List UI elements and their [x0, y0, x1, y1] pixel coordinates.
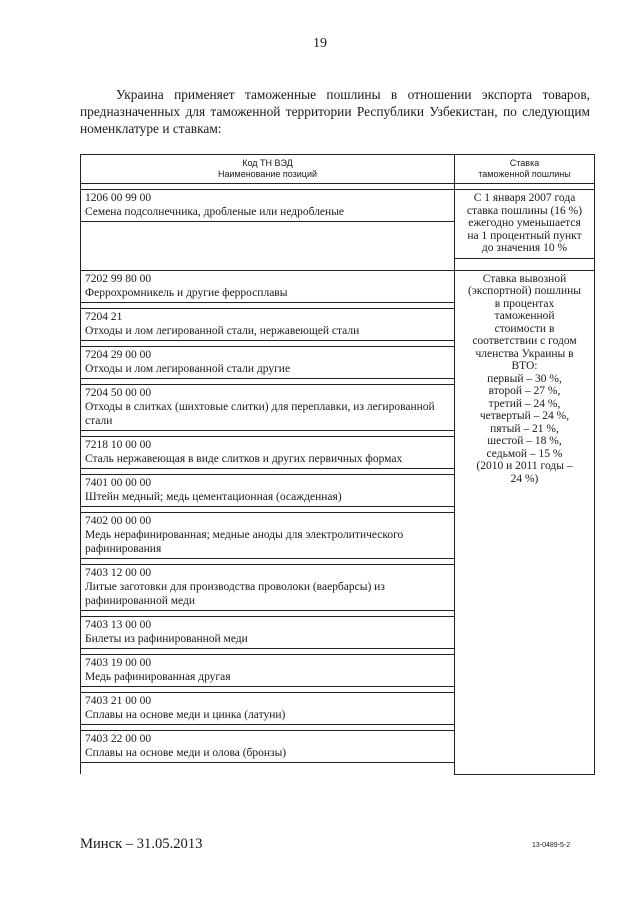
hs-code: 7218 10 00 00: [85, 438, 152, 451]
table-row: [81, 436, 454, 469]
rate-line: (экспортной) пошлины: [468, 285, 581, 297]
rate-line: шестой – 18 %,: [487, 435, 562, 447]
rate-line: пятый – 21 %,: [490, 422, 559, 435]
page-number: 19: [313, 36, 327, 51]
rate-line: ставка пошлины (16 %): [466, 204, 583, 217]
header-rate-line2: таможенной пошлины: [478, 169, 571, 179]
table-row: [81, 616, 454, 649]
table-row: [81, 384, 454, 431]
hs-code: 7204 50 00 00: [85, 386, 152, 399]
rate-line: третий – 24 %,: [488, 397, 561, 410]
group2-codes: [81, 264, 455, 775]
hs-code: 7403 19 00 00: [85, 656, 152, 669]
rate-line: Ставка вывозной: [482, 272, 567, 285]
item-name: Билеты из рафинированной меди: [85, 632, 248, 645]
hs-code: 7402 00 00 00: [85, 514, 152, 527]
table-row: [81, 474, 454, 507]
item-name: Сплавы на основе меди и олова (бронзы): [85, 746, 287, 759]
item-name: Штейн медный; медь цементационная (осажденная): [85, 490, 342, 503]
table-header-row: [81, 155, 595, 184]
rate-line: членства Украины в: [475, 347, 574, 360]
header-code-line2: Наименование позиций: [217, 169, 318, 179]
item-name: Семена подсолнечника, дробленые или недробленые: [85, 206, 345, 218]
rate-line: в процентах: [494, 297, 555, 310]
table-row: [81, 564, 454, 611]
item-name: Отходы и лом легированной стали, нержавеющей стали: [85, 324, 360, 337]
rate-line: С 1 января 2007 года: [473, 192, 576, 204]
item-name: Отходы и лом легированной стали другие: [85, 362, 291, 375]
item-name: Феррохромникель и другие ферросплавы: [85, 286, 288, 299]
item-name: Медь нерафинированная; медные аноды для электролитического рафинирования: [85, 528, 404, 555]
nomenclature-table: [80, 154, 595, 775]
group2-items: [81, 270, 454, 763]
header-code-line1: Код ТН ВЭД: [242, 158, 293, 168]
table-row: [81, 270, 454, 303]
rate-line: соответствии с годом: [472, 335, 577, 347]
group2-row: [81, 264, 595, 775]
table-row: [81, 692, 454, 725]
rate-line: седьмой – 15 %: [486, 447, 563, 460]
group1-items: [81, 189, 454, 222]
item-name: Отходы в слитках (шихтовые слитки) для переплавки, из легированной стали: [85, 400, 435, 427]
rate-line: до значения 10 %: [481, 242, 568, 254]
item-name: Литые заготовки для производства проволоки (ваербарсы) из рафинированной меди: [85, 580, 385, 607]
hs-code: 7204 29 00 00: [85, 348, 152, 361]
hs-code: 7403 12 00 00: [85, 566, 152, 579]
hs-code: 7401 00 00 00: [85, 476, 152, 489]
rate-line: первый – 30 %,: [487, 372, 562, 385]
hs-code: 7403 13 00 00: [85, 618, 152, 631]
table-row: [81, 346, 454, 379]
header-rate-line1: Ставка: [509, 158, 540, 168]
group1-rate: [455, 189, 594, 259]
footer-document-number: 13-0489-5-2: [532, 842, 571, 849]
rate-line: второй – 27 %,: [488, 385, 561, 397]
group2-rate-cell: [455, 264, 595, 775]
rate-line: стоимости в: [494, 322, 555, 335]
hs-code: 1206 00 99 00: [85, 192, 152, 204]
item-name: Медь рафинированная другая: [85, 670, 231, 683]
rate-line: 24 %): [510, 472, 539, 485]
header-code: [81, 155, 455, 184]
footer-place-date: Минск – 31.05.2013: [80, 836, 203, 852]
group1-codes: [81, 184, 455, 264]
rate-line: ВТО:: [511, 360, 538, 372]
rate-line: ежегодно уменьшается: [468, 217, 581, 229]
group1-row: [81, 184, 595, 264]
header-rate: [455, 155, 595, 184]
group2-rate: [455, 270, 594, 774]
rate-line: на 1 процентный пункт: [467, 229, 582, 242]
rate-line: (2010 и 2011 годы –: [476, 460, 573, 472]
rate-line: таможенной: [494, 310, 555, 322]
table-row: [81, 308, 454, 341]
intro-paragraph: Украина применяет таможенные пошлины в отношении экспорта товаров, предназначенных для таможенной территории Республики Узбекистан, по следующим номенклатуре и ставкам:: [80, 87, 590, 136]
hs-code: 7202 99 80 00: [85, 272, 152, 285]
hs-code: 7403 21 00 00: [85, 694, 152, 707]
table-row: [81, 654, 454, 687]
hs-code: 7403 22 00 00: [85, 732, 152, 745]
item-name: Сплавы на основе меди и цинка (латуни): [85, 708, 286, 721]
item-name: Сталь нержавеющая в виде слитков и других первичных формах: [85, 452, 403, 465]
rate-line: четвертый – 24 %,: [479, 410, 570, 422]
hs-code: 7204 21: [85, 310, 123, 323]
table-row: [81, 189, 454, 222]
table-row: [81, 730, 454, 763]
group1-rate-cell: [455, 184, 595, 264]
table-row: [81, 512, 454, 559]
